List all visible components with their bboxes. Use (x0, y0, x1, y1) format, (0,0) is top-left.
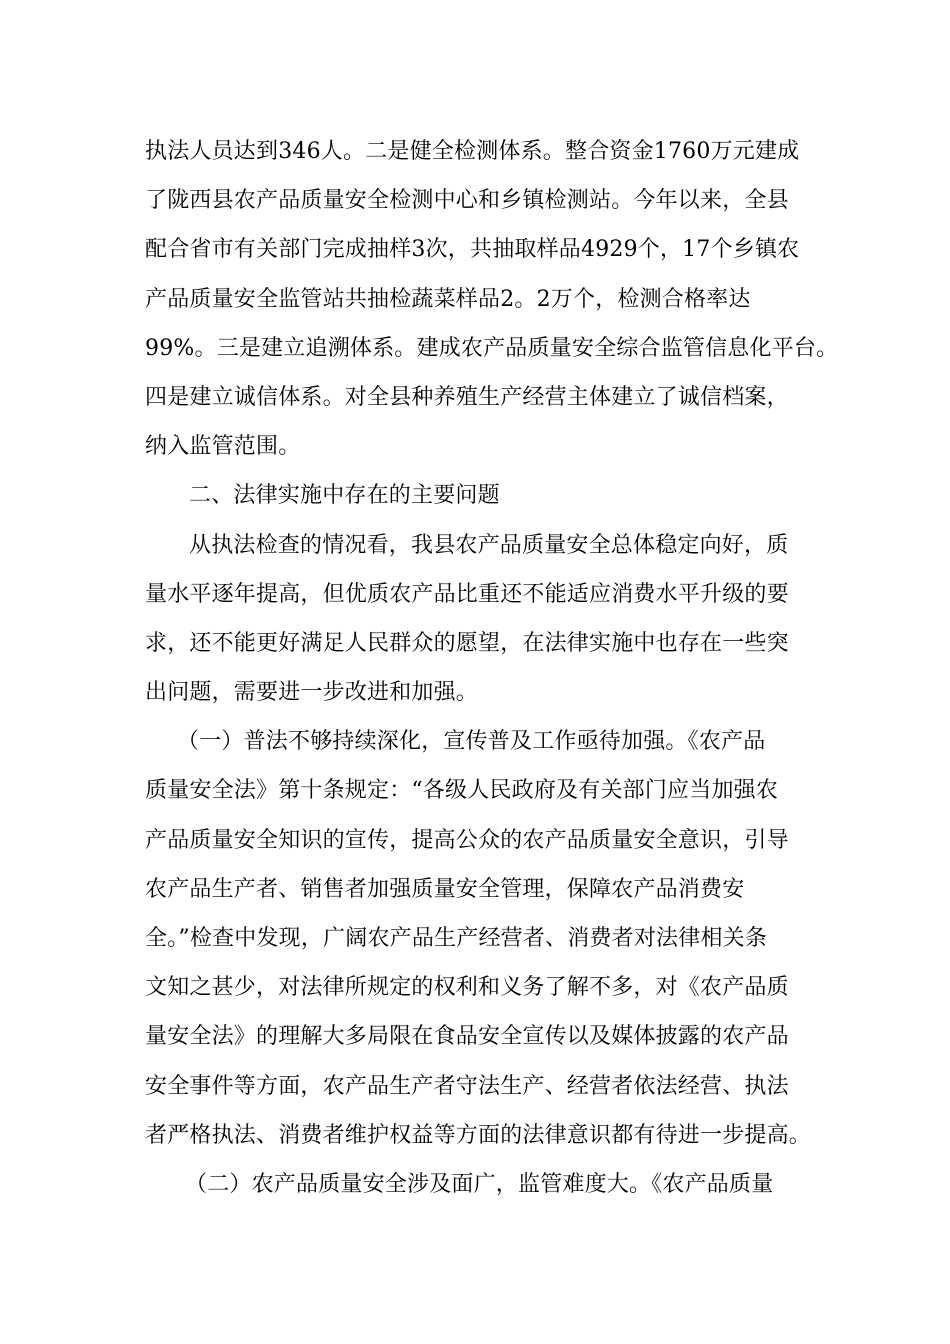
paragraph-line: 99%。三是建立追溯体系。建成农产品质量安全综合监管信息化平台。 (145, 335, 839, 361)
paragraph-line: 求，还不能更好满足人民群众的愿望，在法律实施中也存在一些突 (145, 630, 789, 656)
paragraph-line: 纳入监管范围。 (145, 434, 301, 460)
paragraph-line: 出问题，需要进一步改进和加强。 (145, 680, 479, 706)
paragraph-line: 了陇西县农产品质量安全检测中心和乡镇检测站。今年以来，全县 (145, 188, 789, 214)
paragraph-line: 安全事件等方面，农产品生产者守法生产、经营者依法经营、执法 (145, 1073, 789, 1099)
paragraph-line: 量安全法》的理解大多局限在食品安全宣传以及媒体披露的农产品 (145, 1024, 789, 1050)
paragraph-line: 者严格执法、消费者维护权益等方面的法律意识都有待进一步提高。 (145, 1122, 812, 1148)
paragraph-line: 质量安全法》第十条规定：“各级人民政府及有关部门应当加强农 (145, 778, 779, 804)
paragraph-line: 全。”检查中发现，广阔农产品生产经营者、消费者对法律相关条 (145, 926, 768, 951)
paragraph-line: （一）普法不够持续深化，宣传普及工作亟待加强。《农产品 (177, 729, 766, 755)
paragraph-line: 量水平逐年提高，但优质农产品比重还不能适应消费水平升级的要 (145, 581, 789, 607)
paragraph-line: 文知之甚少，对法律所规定的权利和义务了解不多，对《农产品质 (145, 975, 789, 1001)
paragraph-line: 从执法检查的情况看，我县农产品质量安全总体稳定向好，质 (189, 532, 789, 558)
paragraph-line: 执法人员达到346人。二是健全检测体系。整合资金1760万元建成 (145, 139, 800, 164)
document-body (145, 132, 839, 1214)
paragraph-line: 配合省市有关部门完成抽样3次，共抽取样品4929个，17个乡镇农 (145, 237, 800, 263)
paragraph-line: （二）农产品质量安全涉及面广，监管难度大。《农产品质量 (185, 1171, 774, 1197)
paragraph-line: 产品质量安全知识的宣传，提高公众的农产品质量安全意识，引导 (145, 827, 789, 853)
paragraph-line: 产品质量安全监管站共抽检蔬菜样品2。2万个，检测合格率达 (145, 286, 751, 312)
paragraph-line: 四是建立诚信体系。对全县种养殖生产经营主体建立了诚信档案， (145, 384, 789, 410)
section-heading: 二、法律实施中存在的主要问题 (189, 483, 500, 509)
paragraph-line: 农产品生产者、销售者加强质量安全管理，保障农产品消费安 (145, 876, 745, 902)
